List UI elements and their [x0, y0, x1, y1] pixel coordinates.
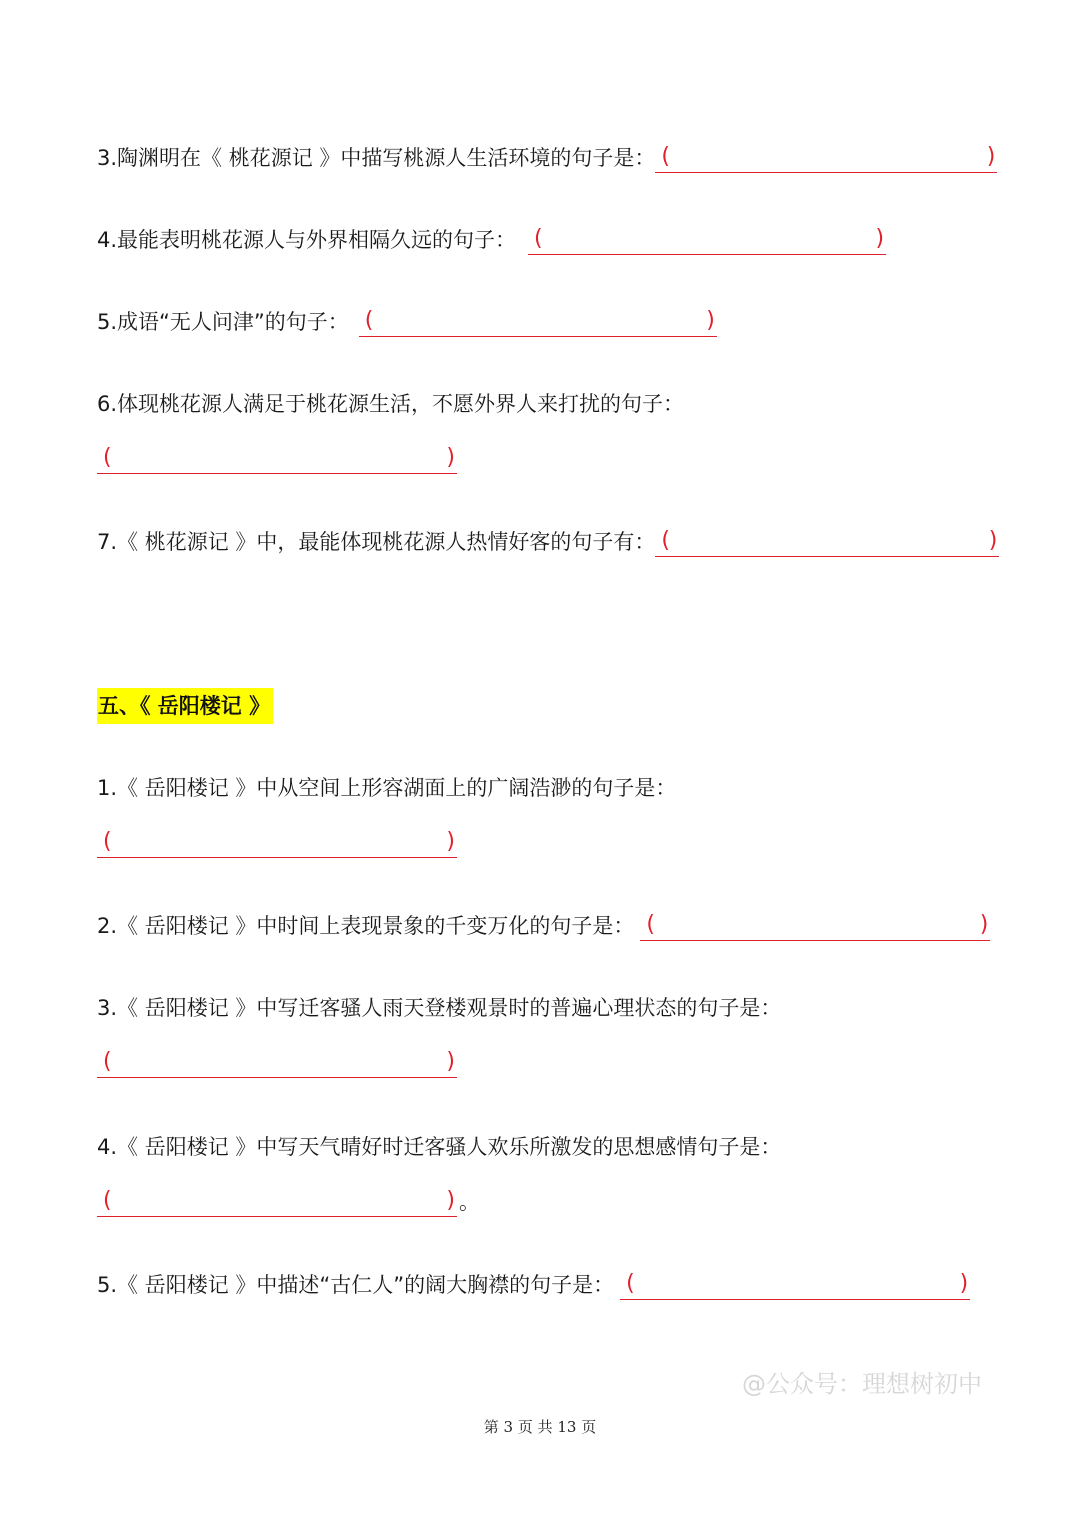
question-prompt: 2.《 岳阳楼记 》中时间上表现景象的千变万化的句子是：: [97, 914, 635, 938]
question-b4-answer: [97, 1187, 480, 1217]
question-b3: [97, 993, 781, 1023]
question-b3-answer: [97, 1048, 457, 1078]
question-b4: [97, 1132, 781, 1162]
question-prompt: 6.体现桃花源人满足于桃花源生活，不愿外界人来打扰的句子：: [97, 392, 685, 416]
answer-blank[interactable]: ( ): [97, 828, 457, 858]
question-prompt: 3.陶渊明在《 桃花源记 》中描写桃源人生活环境的句子是：: [97, 146, 656, 170]
answer-blank[interactable]: ( ): [655, 143, 997, 173]
question-prompt: 4.《 岳阳楼记 》中写天气晴好时迁客骚人欢乐所激发的思想感情句子是：: [97, 1135, 782, 1159]
question-prompt: 7.《 桃花源记 》中，最能体现桃花源人热情好客的句子有：: [97, 530, 656, 554]
section-heading: 五、《 岳阳楼记 》: [97, 688, 273, 724]
answer-blank[interactable]: ( ): [655, 527, 999, 557]
answer-blank[interactable]: ( ): [97, 1048, 457, 1078]
question-prompt: 5.成语“无人问津”的句子：: [97, 310, 349, 334]
question-b1: [97, 773, 676, 803]
question-a4: [97, 225, 886, 255]
question-a3: [97, 143, 997, 173]
answer-blank[interactable]: ( ): [620, 1270, 970, 1300]
page-footer: 第 3 页 共 13 页: [483, 1418, 597, 1436]
question-b5: [97, 1270, 970, 1300]
answer-blank[interactable]: ( ): [359, 307, 717, 337]
question-a5: [97, 307, 717, 337]
question-b1-answer: [97, 828, 457, 858]
question-b2: [97, 911, 990, 941]
question-prompt: 4.最能表明桃花源人与外界相隔久远的句子：: [97, 228, 517, 252]
question-a6: [97, 389, 684, 419]
trailing-period: 。: [459, 1190, 480, 1214]
answer-blank[interactable]: ( ): [640, 911, 990, 941]
answer-blank[interactable]: ( ): [97, 1187, 457, 1217]
watermark: @公众号：理想树初中: [742, 1370, 982, 1398]
question-a6-answer: [97, 444, 457, 474]
question-prompt: 1.《 岳阳楼记 》中从空间上形容湖面上的广阔浩渺的句子是：: [97, 776, 677, 800]
answer-blank[interactable]: ( ): [528, 225, 886, 255]
question-prompt: 3.《 岳阳楼记 》中写迁客骚人雨天登楼观景时的普遍心理状态的句子是：: [97, 996, 782, 1020]
answer-blank[interactable]: ( ): [97, 444, 457, 474]
question-prompt: 5.《 岳阳楼记 》中描述“古仁人”的阔大胸襟的句子是：: [97, 1273, 615, 1297]
question-a7: [97, 527, 999, 557]
